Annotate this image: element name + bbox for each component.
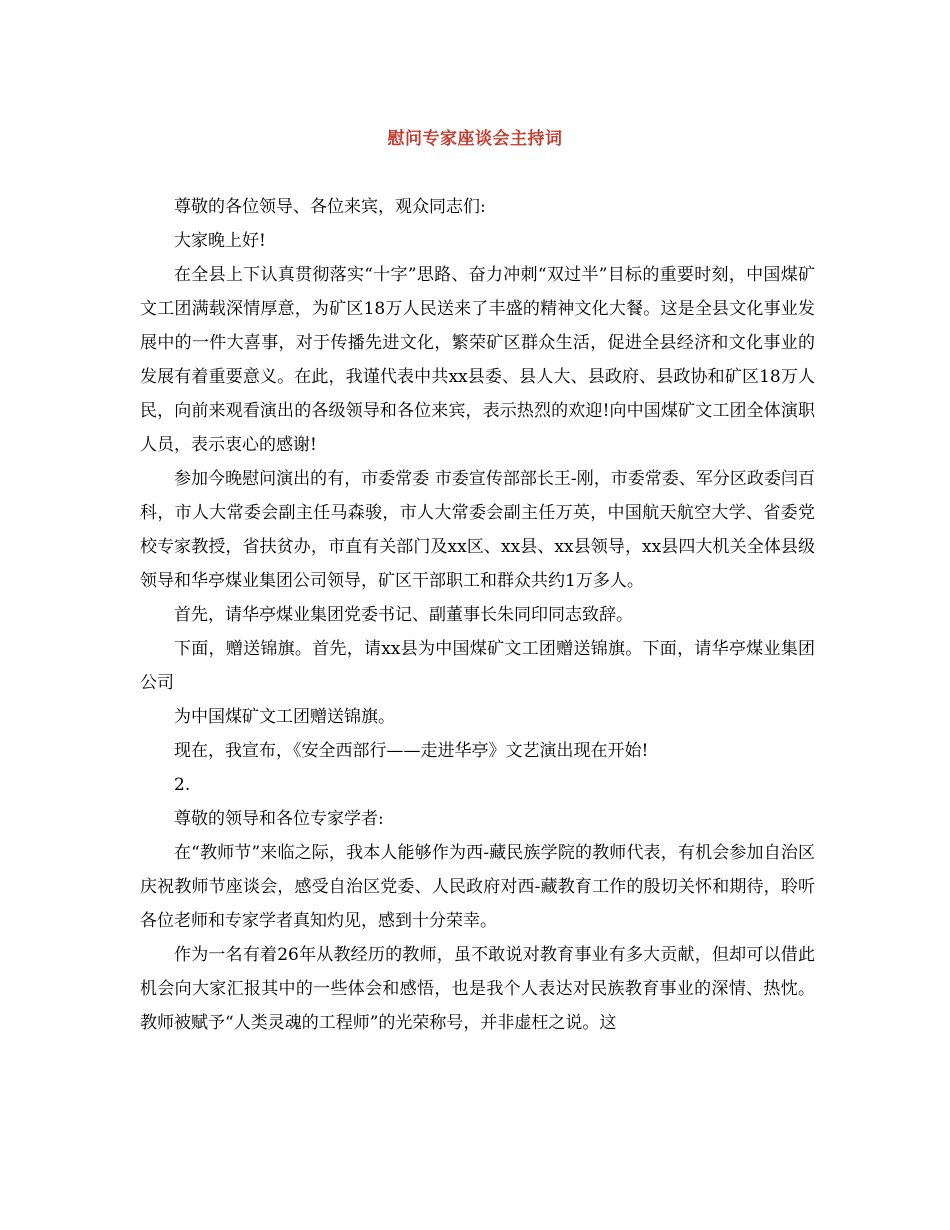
paragraph: 尊敬的各位领导、各位来宾，观众同志们:: [174, 197, 486, 217]
document-body: [140, 190, 815, 1040]
section-number: 2.: [174, 775, 191, 795]
paragraph: 作为一名有着26年从教经历的教师，虽不敢说对教育事业有多大贡献，但却可以借此机会向大家汇报其中的一些体会和感悟，也是我个人表达对民族教育事业的深情、热忱。教师被赋予“人类灵魂的工程师”的光荣称号，并非虚枉之说。这: [140, 945, 815, 1033]
paragraph: 为中国煤矿文工团赠送锦旗。: [174, 707, 395, 727]
paragraph: 下面，赠送锦旗。首先，请xx县为中国煤矿文工团赠送锦旗。下面，请华亭煤业集团公司: [140, 639, 815, 693]
paragraph: 大家晚上好!: [174, 231, 266, 251]
paragraph: 尊敬的领导和各位专家学者:: [174, 809, 384, 829]
paragraph: 现在，我宣布，《安全西部行——走进华亭》文艺演出现在开始!: [174, 741, 649, 761]
document-title: 慰问专家座谈会主持词: [387, 129, 563, 149]
paragraph: 首先，请华亭煤业集团党委书记、副董事长朱同印同志致辞。: [174, 605, 633, 625]
paragraph: 在全县上下认真贯彻落实“十字”思路、奋力冲刺“双过半”目标的重要时刻，中国煤矿文工团满载深情厚意，为矿区18万人民送来了丰盛的精神文化大餐。这是全县文化事业发展中的一件大喜事，对于传播先进文化，繁荣矿区群众生活，促进全县经济和文化事业的发展有着重要意义。在此，我谨代表中共xx县委、县人大、县政府、县政协和矿区18万人民，向前来观看演出的各级领导和各位来宾，表示热烈的欢迎!向中国煤矿文工团全体演职人员，表示衷心的感谢!: [140, 265, 815, 455]
paragraph: 参加今晚慰问演出的有，市委常委 市委宣传部部长王-刚，市委常委、军分区政委闫百科，市人大常委会副主任马森骏，市人大常委会副主任万英，中国航天航空大学、省委党校专家教授，省扶贫办，市直有关部门及xx区、xx县、xx县领导，xx县四大机关全体县级领导和华亭煤业集团公司领导，矿区干部职工和群众共约1万多人。: [140, 469, 815, 591]
paragraph: 在“教师节”来临之际，我本人能够作为西-藏民族学院的教师代表，有机会参加自治区庆祝教师节座谈会，感受自治区党委、人民政府对西-藏教育工作的殷切关怀和期待，聆听各位老师和专家学者真知灼见，感到十分荣幸。: [140, 843, 815, 931]
